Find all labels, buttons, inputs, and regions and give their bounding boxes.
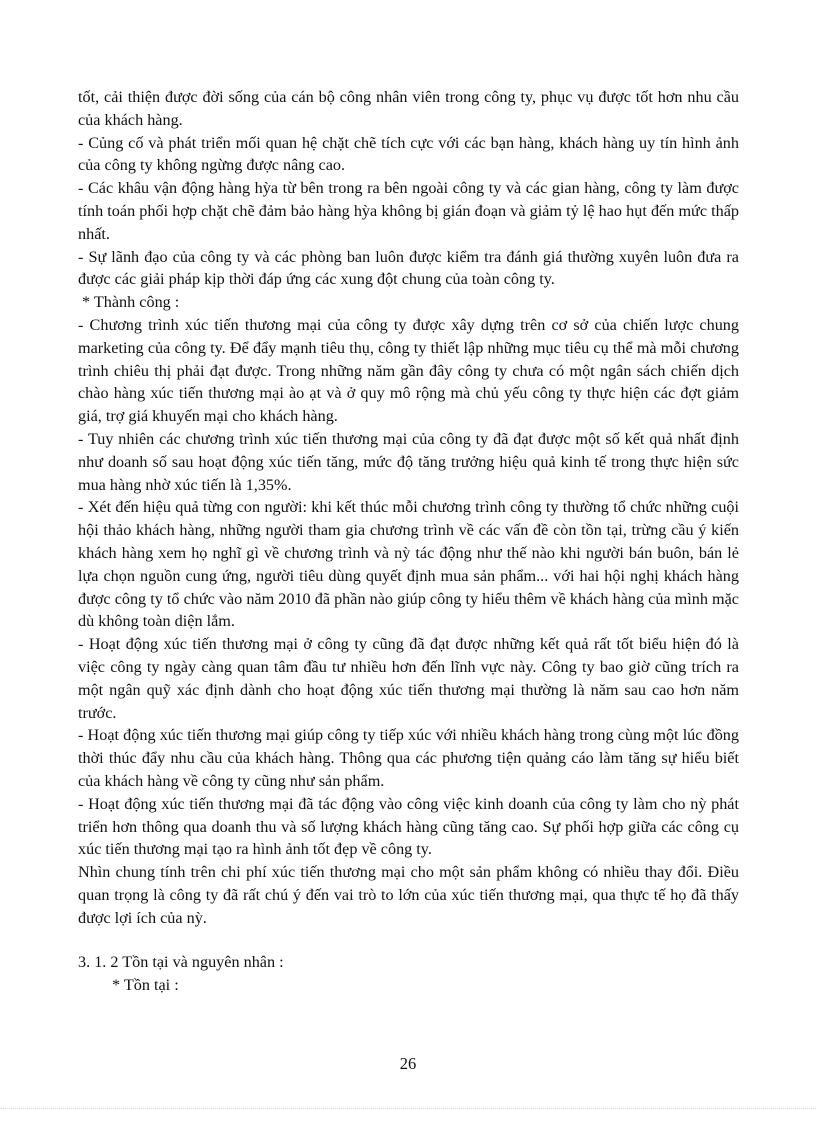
success-label: * Thành công : — [78, 293, 180, 312]
paragraph-investment: - Hoạt động xúc tiến thương mại ở công ty cũng đã đạt được những kết quả rất tốt biểu hiện đó là việc công ty ngày càng quan tâm đầu tư nhiều hơn đến lĩnh vực này. Công ty bao giờ cũng trích ra một ngân quỹ xác định dành cho hoạt động xúc tiến thương mại thường là năm sau cao hơn năm trước. — [78, 635, 739, 722]
paragraph-promotion-results: - Tuy nhiên các chương trình xúc tiến thương mại của công ty đã đạt được một số kết quả nhất định như doanh số sau hoạt động xúc tiến tăng, mức độ tăng trưởng hiệu quả kinh tế trong thực hiện sức mua hàng nhờ xúc tiến là 1,35%. — [78, 429, 739, 494]
paragraph-goods-flow: - Các khâu vận động hàng hỳa từ bên trong ra bên ngoài công ty và các gian hàng, công ty làm được tính toán phối hợp chặt chẽ đảm bảo hàng hỳa không bị gián đoạn và giảm tỷ lệ hao hụt đến mức thấp nhất. — [78, 179, 739, 243]
sub-heading: * Tồn tại : — [112, 976, 179, 995]
paragraph-promotion-program: - Chương trình xúc tiến thương mại của công ty được xây dựng trên cơ sở của chiến lược chung marketing của công ty. Để đẩy mạnh tiêu thụ, công ty thiết lập những mục tiêu cụ thể mà mỗi chương trình chiêu thị phải đạt được. Trong những năm gần đây công ty chưa có một ngân sách chiến dịch chào hàng xúc tiến thương mại ào ạt và ở quy mô rộng mà chủ yếu công ty thực hiện các đợt giảm giá, trợ giá khuyến mại cho khách hàng. — [78, 315, 739, 426]
section-heading: 3. 1. 2 Tồn tại và nguyên nhân : — [78, 953, 284, 972]
paragraph-leadership: - Sự lãnh đạo của công ty và các phòng ban luôn được kiểm tra đánh giá thường xuyên luôn đưa ra được các giải pháp kịp thời đáp ứng các xung đột chung của toàn công ty. — [78, 247, 739, 289]
spacer — [78, 929, 739, 951]
paragraph-summary: Nhìn chung tính trên chi phí xúc tiến thương mại cho một sản phẩm không có nhiều thay đổi. Điều quan trọng là công ty đã rất chú ý đến vai trò to lớn của xúc tiến thương mại, qua thực tế họ đã thấy được lợi ích của nỳ. — [78, 863, 739, 927]
paragraph-partner-relations: - Củng cố và phát triển mối quan hệ chặt chẽ tích cực với các bạn hàng, khách hàng uy tín hình ảnh của công ty không ngừng được nâng cao. — [78, 133, 739, 175]
page-number: 26 — [399, 1054, 417, 1073]
document-page — [78, 86, 739, 997]
paragraph-customer-contact: - Hoạt động xúc tiến thương mại giúp công ty tiếp xúc với nhiều khách hàng trong cùng một lúc đồng thời thúc đẩy nhu cầu của khách hàng. Thông qua các phương tiện quảng cáo làm tăng sự hiểu biết của khách hàng về công ty cũng như sản phẩm. — [78, 726, 739, 790]
paragraph-living-standards: tốt, cải thiện được đời sống của cán bộ công nhân viên trong công ty, phục vụ được tốt hơn nhu cầu của khách hàng. — [78, 88, 739, 129]
paragraph-business-impact: - Hoạt động xúc tiến thương mại đã tác động vào công việc kinh doanh của công ty làm cho nỳ phát triển hơn thông qua doanh thu và số lượng khách hàng cũng tăng cao. Sự phối hợp giữa các công cụ xúc tiến thương mại tạo ra hình ảnh tốt đẹp về công ty. — [78, 794, 739, 859]
page-bottom-divider — [0, 1108, 816, 1109]
paragraph-human-efficiency: - Xét đến hiệu quả từng con người: khi kết thúc mỗi chương trình công ty thường tổ chức những cuội hội thảo khách hàng, những người tham gia chương trình về các vấn đề còn tồn tại, trừng cầu ý kiến khách hàng xem họ nghĩ gì về chương trình và nỳ tác động như thế nào khi người bán buôn, bán lẻ lựa chọn nguồn cung ứng, người tiêu dùng quyết định mua sản phẩm... với hai hội nghị khách hàng được công ty tổ chức vào năm 2010 đã phần nào giúp công ty hiểu thêm về khách hàng của mình mặc dù không toàn diện lắm. — [78, 498, 739, 631]
